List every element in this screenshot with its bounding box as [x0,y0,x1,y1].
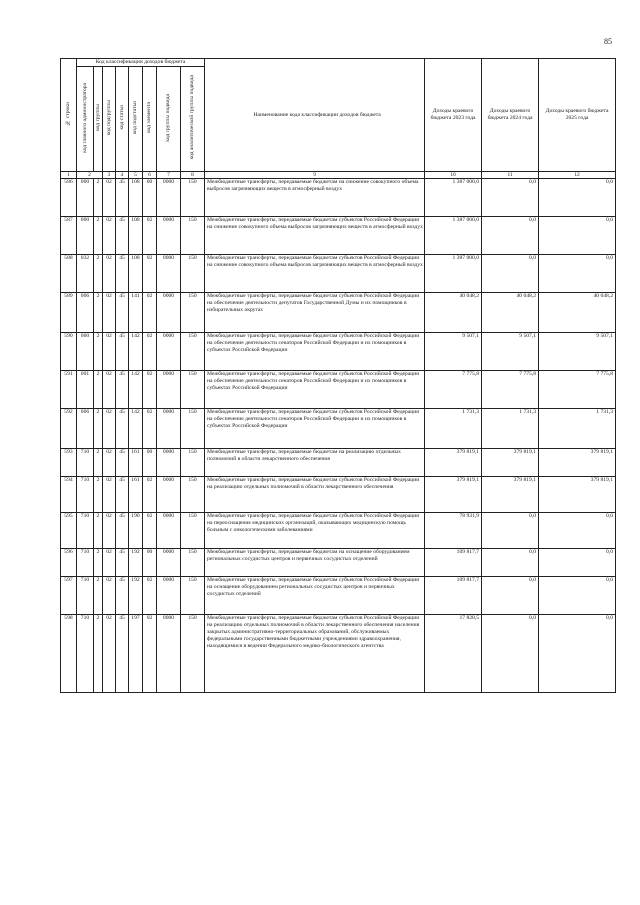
income-2023-value: 1 387 000,0 [425,217,482,255]
subgroup-code: 02 [103,333,116,371]
element-code: 02 [143,577,157,615]
article-code: 45 [116,409,129,449]
subtype-group-code: 0000 [157,371,181,409]
income-name: Межбюджетные трансферты, передаваемые бюджетам субъектов Российской Федерации на обеспечение деятельности сенаторов Российской Федерации и их помощников в субъектах Российской Федерации [205,333,425,371]
subgroup-code: 02 [103,409,116,449]
subgroup-code: 02 [103,217,116,255]
income-2024-value: 0,0 [482,255,539,293]
subarticle-code: 192 [129,549,143,577]
group-code: 2 [94,371,103,409]
code-group-header: код группы [94,67,103,172]
element-code: 02 [143,333,157,371]
subarticle-code: 142 [129,371,143,409]
income-2024-value: 0,0 [482,217,539,255]
income-2024-value: 0,0 [482,549,539,577]
income-2024-value: 379 819,1 [482,477,539,513]
income-2025-value: 0,0 [539,217,616,255]
income-2025-value: 0,0 [539,615,616,693]
analytic-group-code: 150 [181,409,205,449]
income-name: Межбюджетные трансферты, передаваемые бюджетам субъектов Российской Федерации на реализацию отдельных полномочий в области лекарственного обеспечения [205,477,425,513]
income-2023-value: 1 387 000,0 [425,179,482,217]
code-subgroup-header: код подгруппы [103,67,116,172]
table-row [61,549,616,577]
code-administrator-header: код главного администратора [77,67,94,172]
admin-code: 710 [77,549,94,577]
income-2023-value: 109 817,7 [425,549,482,577]
code-classification-header: Код классификации доходов бюджета [77,59,205,67]
admin-code: 006 [77,293,94,333]
group-code: 2 [94,577,103,615]
row-number: 591 [61,371,77,409]
column-number-row [61,172,616,179]
row-number: 595 [61,513,77,549]
income-2024-header: Доходы краевого бюджета 2024 года [482,59,539,172]
table-row [61,371,616,409]
analytic-group-code: 150 [181,217,205,255]
subtype-group-code: 0000 [157,409,181,449]
column-number: 4 [116,172,129,179]
income-2025-value: 7 775,8 [539,371,616,409]
income-2024-value: 9 507,1 [482,333,539,371]
element-code: 02 [143,477,157,513]
income-2023-value: 17 820,5 [425,615,482,693]
subtype-group-code: 0000 [157,449,181,477]
income-2023-value: 78 931,9 [425,513,482,549]
subarticle-code: 108 [129,255,143,293]
row-number: 590 [61,333,77,371]
article-code: 45 [116,615,129,693]
table-row [61,477,616,513]
code-subarticle-header: код подстатьи [129,67,143,172]
column-number: 5 [129,172,143,179]
analytic-group-code: 150 [181,577,205,615]
income-2023-value: 7 775,8 [425,371,482,409]
element-code: 02 [143,513,157,549]
element-code: 02 [143,293,157,333]
subtype-group-code: 0000 [157,477,181,513]
income-name: Межбюджетные трансферты, передаваемые бюджетам субъектов Российской Федерации на снижение совокупного объема выбросов загрязняющих веществ в атмосферный воздух [205,217,425,255]
income-name: Межбюджетные трансферты, передаваемые бюджетам на реализацию отдельных полномочий в области лекарственного обеспечения [205,449,425,477]
income-2025-header: Доходы краевого бюджета 2025 года [539,59,616,172]
income-name: Межбюджетные трансферты, передаваемые бюджетам субъектов Российской Федерации на оснащение оборудованием региональных сосудистых центров и первичных сосудистых отделений [205,577,425,615]
income-2024-value: 0,0 [482,179,539,217]
subgroup-code: 02 [103,549,116,577]
element-code: 02 [143,217,157,255]
group-code: 2 [94,513,103,549]
element-code: 02 [143,255,157,293]
analytic-group-code: 150 [181,477,205,513]
admin-code: 710 [77,577,94,615]
table-row [61,615,616,693]
group-code: 2 [94,615,103,693]
code-analytic-group-header: код аналитической группы подвида [181,67,205,172]
article-code: 45 [116,255,129,293]
subgroup-code: 02 [103,371,116,409]
income-name: Межбюджетные трансферты, передаваемые бюджетам субъектов Российской Федерации на обеспечение деятельности сенаторов Российской Федерации и их помощников в субъектах Российской Федерации [205,409,425,449]
admin-code: 032 [77,255,94,293]
article-code: 45 [116,513,129,549]
table-row [61,333,616,371]
income-2025-value: 9 507,1 [539,333,616,371]
income-2025-value: 1 731,3 [539,409,616,449]
row-number: 592 [61,409,77,449]
income-2025-value: 0,0 [539,179,616,217]
group-code: 2 [94,179,103,217]
column-number: 9 [205,172,425,179]
table-row [61,409,616,449]
article-code: 45 [116,293,129,333]
admin-code: 000 [77,217,94,255]
analytic-group-code: 150 [181,371,205,409]
group-code: 2 [94,449,103,477]
row-number: 589 [61,293,77,333]
income-2025-value: 379 819,1 [539,449,616,477]
column-number: 10 [425,172,482,179]
subgroup-code: 02 [103,577,116,615]
subarticle-code: 161 [129,449,143,477]
subgroup-code: 02 [103,449,116,477]
code-article-header: код статьи [116,67,129,172]
subarticle-code: 190 [129,513,143,549]
column-number: 8 [181,172,205,179]
subarticle-code: 142 [129,333,143,371]
element-code: 00 [143,549,157,577]
income-2023-value: 1 731,3 [425,409,482,449]
article-code: 45 [116,549,129,577]
group-code: 2 [94,217,103,255]
analytic-group-code: 150 [181,615,205,693]
element-code: 02 [143,371,157,409]
income-name: Межбюджетные трансферты, передаваемые бюджетам субъектов Российской Федерации на обеспечение деятельности депутатов Государственной Думы и их помощников в избирательных округах [205,293,425,333]
analytic-group-code: 150 [181,255,205,293]
row-number: 596 [61,549,77,577]
table-row [61,217,616,255]
page-number: 85 [604,37,612,46]
subgroup-code: 02 [103,513,116,549]
subtype-group-code: 0000 [157,513,181,549]
admin-code: 710 [77,477,94,513]
element-code: 02 [143,409,157,449]
group-code: 2 [94,549,103,577]
income-2025-value: 379 819,1 [539,477,616,513]
admin-code: 006 [77,409,94,449]
column-number: 6 [143,172,157,179]
group-code: 2 [94,409,103,449]
element-code: 00 [143,179,157,217]
row-number: 586 [61,179,77,217]
income-name: Межбюджетные трансферты, передаваемые бюджетам на оснащение оборудованием региональных сосудистых центров и первичных сосудистых отделений [205,549,425,577]
income-2024-value: 40 048,2 [482,293,539,333]
subarticle-code: 161 [129,477,143,513]
row-number: 587 [61,217,77,255]
subarticle-code: 197 [129,615,143,693]
income-name: Межбюджетные трансферты, передаваемые бюджетам субъектов Российской Федерации на реализацию отдельных полномочий в области лекарственного обеспечения населения закрытых административно-территориальных образований, обслуживаемых федеральными государственными бюджетными учреждениями здравоохранения, находящимися в ведении Федерального медико-биологического агентства [205,615,425,693]
income-2023-header: Доходы краевого бюджета 2023 года [425,59,482,172]
table-row [61,449,616,477]
column-number: 7 [157,172,181,179]
admin-code: 710 [77,615,94,693]
subgroup-code: 02 [103,477,116,513]
row-number: 598 [61,615,77,693]
income-2025-value: 0,0 [539,549,616,577]
income-2024-value: 7 775,8 [482,371,539,409]
subarticle-code: 141 [129,293,143,333]
row-number: 588 [61,255,77,293]
group-code: 2 [94,293,103,333]
group-code: 2 [94,255,103,293]
income-name: Межбюджетные трансферты, передаваемые бюджетам субъектов Российской Федерации на снижение совокупного объема выбросов загрязняющих веществ в атмосферный воздух [205,255,425,293]
article-code: 45 [116,577,129,615]
income-name: Межбюджетные трансферты, передаваемые бюджетам субъектов Российской Федерации на переоснащение медицинских организаций, оказывающих медицинскую помощь больным с онкологическими заболеваниями [205,513,425,549]
table-row [61,577,616,615]
table-row [61,255,616,293]
subgroup-code: 02 [103,179,116,217]
element-code: 00 [143,449,157,477]
column-number: 12 [539,172,616,179]
income-2024-value: 1 731,3 [482,409,539,449]
row-number: 593 [61,449,77,477]
code-element-header: код элемента [143,67,157,172]
column-number: 1 [61,172,77,179]
subarticle-code: 192 [129,577,143,615]
table-row [61,513,616,549]
row-number: 597 [61,577,77,615]
article-code: 45 [116,477,129,513]
element-code: 02 [143,615,157,693]
subtype-group-code: 0000 [157,615,181,693]
income-2023-value: 40 048,2 [425,293,482,333]
income-2024-value: 0,0 [482,577,539,615]
article-code: 45 [116,449,129,477]
income-2025-value: 40 048,2 [539,293,616,333]
analytic-group-code: 150 [181,449,205,477]
article-code: 45 [116,371,129,409]
code-subtype-group-header: код группы подвида [157,67,181,172]
subtype-group-code: 0000 [157,549,181,577]
income-name: Межбюджетные трансферты, передаваемые бюджетам на снижение совокупного объема выбросов загрязняющих веществ в атмосферный воздух [205,179,425,217]
income-name: Межбюджетные трансферты, передаваемые бюджетам субъектов Российской Федерации на обеспечение деятельности сенаторов Российской Федерации и их помощников в субъектах Российской Федерации [205,371,425,409]
column-number: 3 [103,172,116,179]
row-number: 594 [61,477,77,513]
analytic-group-code: 150 [181,549,205,577]
admin-code: 000 [77,179,94,217]
group-code: 2 [94,333,103,371]
income-2023-value: 9 507,1 [425,333,482,371]
income-2025-value: 0,0 [539,255,616,293]
article-code: 45 [116,217,129,255]
budget-income-table [60,58,616,693]
admin-code: 710 [77,449,94,477]
income-2023-value: 379 819,1 [425,477,482,513]
admin-code: 001 [77,371,94,409]
subtype-group-code: 0000 [157,255,181,293]
income-2025-value: 0,0 [539,513,616,549]
article-code: 45 [116,179,129,217]
admin-code: 710 [77,513,94,549]
subtype-group-code: 0000 [157,179,181,217]
name-column-header: Наименование кода классификации доходов бюджета [205,59,425,172]
income-2023-value: 1 387 000,0 [425,255,482,293]
subtype-group-code: 0000 [157,333,181,371]
subarticle-code: 108 [129,179,143,217]
income-2024-value: 0,0 [482,615,539,693]
group-code: 2 [94,477,103,513]
analytic-group-code: 150 [181,293,205,333]
subarticle-code: 108 [129,217,143,255]
subtype-group-code: 0000 [157,293,181,333]
analytic-group-code: 150 [181,333,205,371]
income-2023-value: 109 817,7 [425,577,482,615]
subgroup-code: 02 [103,293,116,333]
subtype-group-code: 0000 [157,577,181,615]
subgroup-code: 02 [103,255,116,293]
column-number: 2 [77,172,103,179]
analytic-group-code: 150 [181,513,205,549]
column-number: 11 [482,172,539,179]
subarticle-code: 142 [129,409,143,449]
article-code: 45 [116,333,129,371]
income-2024-value: 379 819,1 [482,449,539,477]
row-number-header: № строки [61,59,77,172]
table-row [61,179,616,217]
subgroup-code: 02 [103,615,116,693]
analytic-group-code: 150 [181,179,205,217]
income-2023-value: 379 819,1 [425,449,482,477]
subtype-group-code: 0000 [157,217,181,255]
table-row [61,293,616,333]
income-2025-value: 0,0 [539,577,616,615]
admin-code: 000 [77,333,94,371]
income-2024-value: 0,0 [482,513,539,549]
